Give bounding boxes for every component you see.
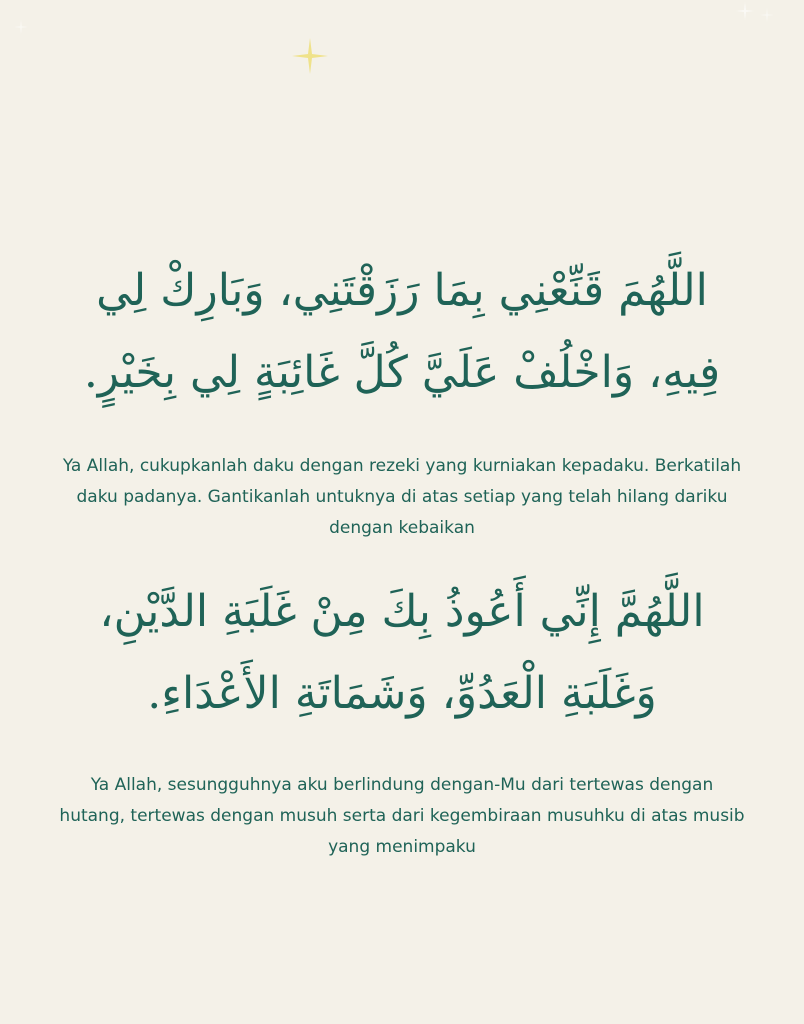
dua-2-arabic-text	[0, 571, 804, 735]
sparkle-icon	[292, 38, 328, 74]
dua-1-translation	[0, 451, 804, 544]
dua-2-translation	[0, 770, 804, 863]
translation-line: hutang, tertewas dengan musuh serta dari kegembiraan musuhku di atas musib	[59, 806, 745, 826]
translation-line: Ya Allah, cukupkanlah daku dengan rezeki yang kurniakan kepadaku. Berkatilah	[62, 456, 742, 476]
sparkle-icon	[736, 2, 754, 20]
sparkle-icon	[14, 20, 28, 34]
translation-line: dengan kebaikan	[329, 518, 475, 538]
translation-line: Ya Allah, sesungguhnya aku berlindung dengan-Mu dari tertewas dengan	[90, 775, 714, 795]
translation-line: yang menimpaku	[328, 837, 476, 857]
dua-1-arabic-text	[0, 250, 804, 414]
arabic-line: فِيهِ، وَاخْلُفْ عَلَيَّ كُلَّ غَائِبَةٍ لِي بِخَيْرٍ.	[83, 347, 721, 398]
sparkle-icon	[760, 8, 774, 22]
arabic-line: اللَّهُمَّ إِنِّي أَعُوذُ بِكَ مِنْ غَلَبَةِ الدَّيْنِ،	[99, 586, 705, 637]
arabic-line: اللَّهُمَ قَنِّعْنِي بِمَا رَزَقْتَنِي، وَبَارِكْ لِي	[96, 265, 708, 316]
arabic-line: وَغَلَبَةِ الْعَدُوِّ، وَشَمَاتَةِ الأَعْدَاءِ.	[147, 668, 657, 719]
translation-line: daku padanya. Gantikanlah untuknya di atas setiap yang telah hilang dariku	[76, 487, 728, 507]
